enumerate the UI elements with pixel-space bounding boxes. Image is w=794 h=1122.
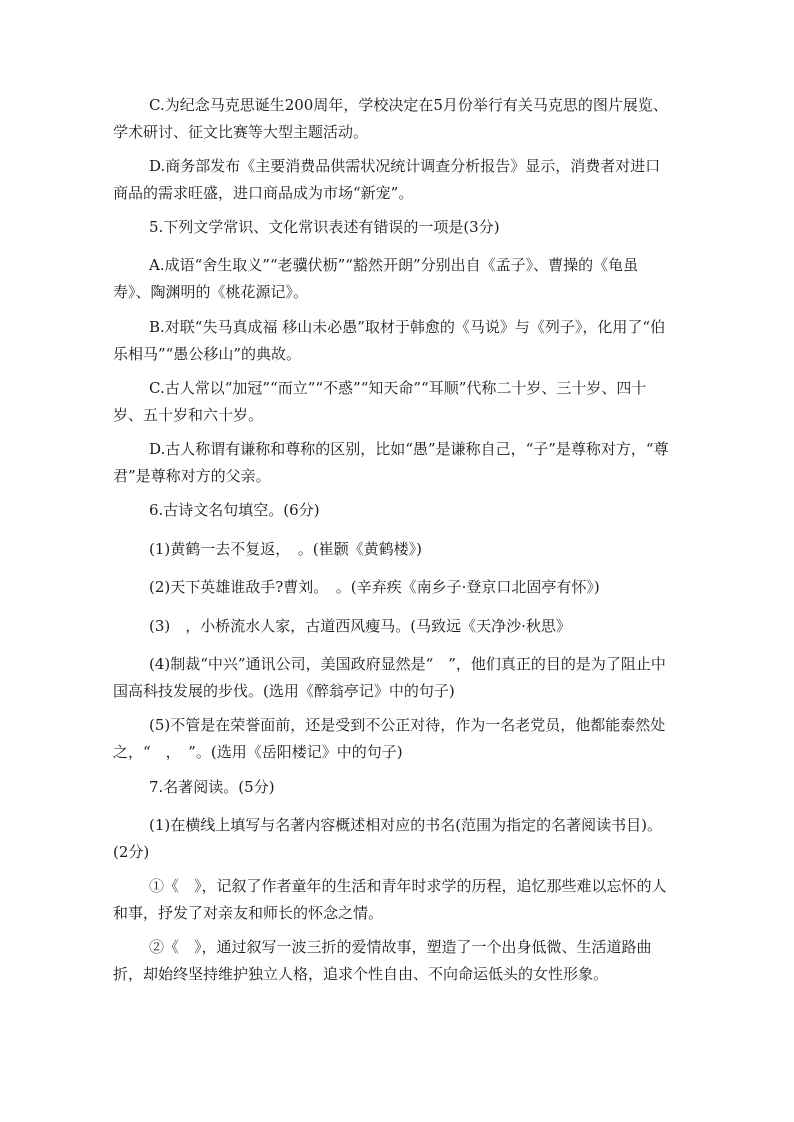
question-6-item-1: (1)黄鹤一去不复返， 。(崔颢《黄鹤楼》) [149,540,422,558]
question-7-stem: 7.名著阅读。(5分) [149,778,275,796]
option-d-q4: D.商务部发布《主要消费品供需状况统计调查分析报告》显示，消费者对进口商品的需求旺盛，进口商品成为市场“新宠”。 [113,157,661,202]
question-5-option-b: B.对联“失马真成福 移山未必愚”取材于韩愈的《马说》与《列子》，化用了“伯乐相马”“愚公移山”的典故。 [113,318,666,363]
question-5-option-a: A.成语“舍生取义”“老骥伏枥”“豁然开朗”分别出自《孟子》、曹操的《龟虽寿》、陶渊明的《桃花源记》。 [113,256,639,301]
question-6-item-4: (4)制裁“中兴”通讯公司，美国政府显然是“ ”，他们真正的目的是为了阻止中国高科技发展的步伐。(选用《醉翁亭记》中的句子) [113,655,666,700]
question-5-stem: 5.下列文学常识、文化常识表述有错误的一项是(3分) [149,218,500,236]
question-7-part-1-item-a: ①《 》，记叙了作者童年的生活和青年时求学的历程，追忆那些难以忘怀的人和事，抒发了对亲友和师长的怀念之情。 [113,877,667,922]
question-6-item-5: (5)不管是在荣誉面前，还是受到不公正对待，作为一名老党员，他都能泰然处之，“ ， ”。(选用《岳阳楼记》中的句子) [113,716,666,761]
question-6-stem: 6.古诗文名句填空。(6分) [149,501,320,519]
question-7-part-1-item-b: ②《 》，通过叙写一波三折的爱情故事，塑造了一个出身低微、生活道路曲折，却始终坚持维护独立人格，追求个性自由、不向命运低头的女性形象。 [113,938,652,983]
question-5-option-d: D.古人称谓有谦称和尊称的区别，比如“愚”是谦称自己，“子”是尊称对方，“尊君”是尊称对方的父亲。 [113,440,669,485]
question-7-part-1: (1)在横线上填写与名著内容概述相对应的书名(范围为指定的名著阅读书目)。(2分) [113,816,662,861]
question-6-item-3: (3) ，小桥流水人家，古道西风瘦马。(马致远《天净沙·秋思》 [149,617,571,635]
question-5-option-c: C.古人常以“加冠”“而立”“不惑”“知天命”“耳顺”代称二十岁、三十岁、四十岁、五十岁和六十岁。 [113,379,647,424]
option-c-q4: C.为纪念马克思诞生200周年，学校决定在5月份举行有关马克思的图片展览、学术研讨、征文比赛等大型主题活动。 [113,96,668,141]
question-6-item-2: (2)天下英雄谁敌手?曹刘。 。(辛弃疾《南乡子·登京口北固亭有怀》) [149,578,600,596]
